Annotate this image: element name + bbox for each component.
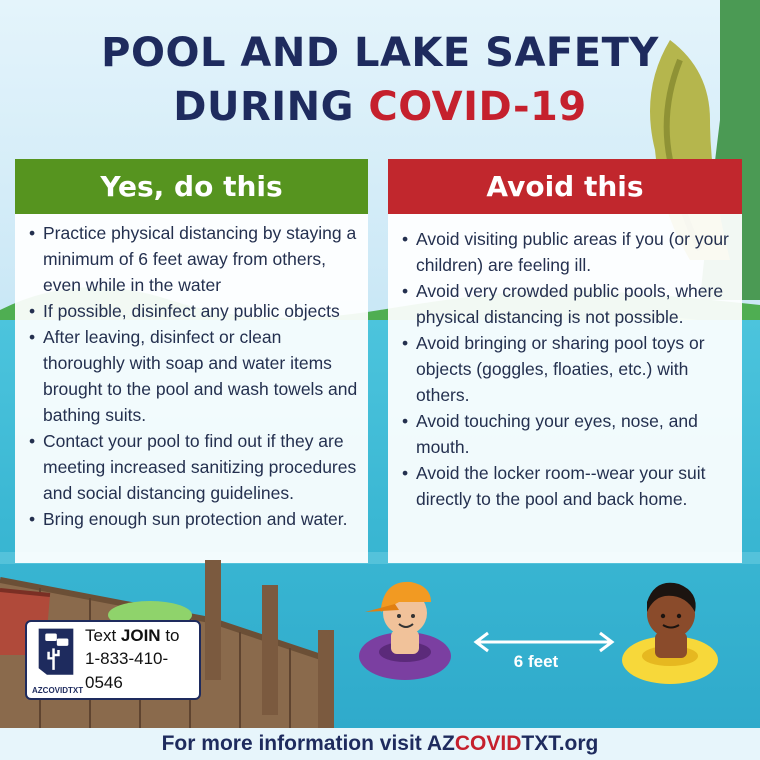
distance-label: 6 feet bbox=[513, 652, 559, 671]
avoid-panel-list bbox=[388, 214, 742, 512]
title-line-2-prefix: DURING bbox=[173, 84, 369, 130]
distance-arrow-icon bbox=[472, 630, 616, 654]
badge-text bbox=[85, 622, 199, 698]
footer-info bbox=[0, 728, 760, 760]
page-title bbox=[0, 26, 760, 134]
list-item: • After leaving, disinfect or clean thoroughly with soap and water items brought to the pool and wash towels and bathing suits. bbox=[27, 324, 360, 428]
badge-prefix: Text bbox=[85, 626, 121, 645]
list-item: • Avoid the locker room--wear your suit directly to the pool and back home. bbox=[400, 460, 734, 512]
footer-prefix: For more information visit AZ bbox=[161, 732, 455, 755]
list-item: • Practice physical distancing by staying a minimum of 6 feet away from others, even while in the water bbox=[27, 220, 360, 298]
list-item: • Avoid touching your eyes, nose, and mouth. bbox=[400, 408, 734, 460]
badge-phone-number[interactable]: 1-833-410-0546 bbox=[85, 649, 169, 692]
yes-panel-list bbox=[15, 214, 368, 532]
child-on-yellow-float-illustration bbox=[615, 572, 725, 692]
badge-suffix: to bbox=[160, 626, 180, 645]
list-item: • Contact your pool to find out if they are meeting increased sanitizing procedures and social distancing guidelines. bbox=[27, 428, 360, 506]
avoid-this-panel bbox=[388, 159, 742, 563]
footer-highlight: COVID bbox=[454, 732, 522, 755]
child-on-purple-float-illustration bbox=[355, 568, 455, 688]
badge-keyword: JOIN bbox=[120, 626, 161, 645]
list-item: • Avoid visiting public areas if you (or your children) are feeling ill. bbox=[400, 226, 734, 278]
list-item: • Bring enough sun protection and water. bbox=[27, 506, 360, 532]
title-line-2-highlight: COVID-19 bbox=[368, 84, 587, 130]
yes-do-this-panel bbox=[15, 159, 368, 563]
list-item: • Avoid very crowded public pools, where physical distancing is not possible. bbox=[400, 278, 734, 330]
yes-panel-heading: Yes, do this bbox=[15, 159, 368, 214]
title-line-1: POOL AND LAKE SAFETY bbox=[101, 30, 659, 76]
list-item: • Avoid bringing or sharing pool toys or objects (goggles, floaties, etc.) with others. bbox=[400, 330, 734, 408]
avoid-panel-heading: Avoid this bbox=[388, 159, 742, 214]
text-join-badge bbox=[25, 620, 201, 700]
badge-instruction bbox=[85, 625, 199, 647]
footer-suffix[interactable]: TXT.org bbox=[521, 732, 599, 755]
azcovidtxt-logo bbox=[27, 622, 85, 698]
list-item: • If possible, disinfect any public objects bbox=[27, 298, 360, 324]
arizona-cactus-icon bbox=[27, 622, 85, 688]
badge-brand-text: AZCOVIDTXT bbox=[32, 686, 84, 695]
